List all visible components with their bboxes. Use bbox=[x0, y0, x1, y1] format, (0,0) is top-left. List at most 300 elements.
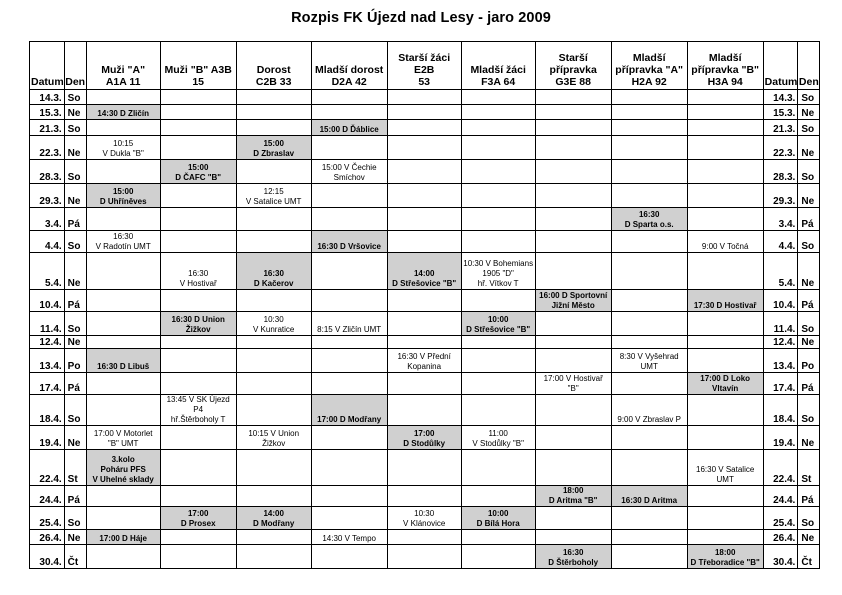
match-cell bbox=[311, 290, 387, 312]
match-cell: 15:00 D Uhříněves bbox=[86, 184, 160, 208]
match-cell bbox=[160, 208, 236, 231]
match-cell bbox=[687, 136, 763, 160]
day-cell-right: So bbox=[798, 231, 820, 253]
table-row bbox=[30, 290, 820, 312]
match-cell bbox=[387, 395, 461, 426]
date-cell: 28.3. bbox=[30, 160, 65, 184]
match-cell bbox=[160, 373, 236, 395]
match-cell: 14:00 D Střešovice "B" bbox=[387, 253, 461, 290]
day-cell: Pá bbox=[64, 290, 86, 312]
match-cell bbox=[535, 120, 611, 136]
match-cell: 16:30 V Satalice UMT bbox=[687, 450, 763, 486]
match-cell bbox=[236, 160, 311, 184]
match-cell: 13:45 V SK Újezd P4 hř.Štěrboholy T bbox=[160, 395, 236, 426]
date-cell: 14.3. bbox=[30, 90, 65, 105]
header-team: Mladší přípravka "B" H3A 94 bbox=[687, 42, 763, 90]
match-cell bbox=[311, 105, 387, 120]
match-cell bbox=[311, 349, 387, 373]
match-cell bbox=[387, 336, 461, 349]
match-cell bbox=[236, 208, 311, 231]
date-cell: 22.4. bbox=[30, 450, 65, 486]
match-cell bbox=[535, 426, 611, 450]
match-cell bbox=[311, 336, 387, 349]
day-cell-right: So bbox=[798, 120, 820, 136]
date-cell: 5.4. bbox=[30, 253, 65, 290]
match-cell bbox=[535, 208, 611, 231]
match-cell: 10:15 V Union Žižkov bbox=[236, 426, 311, 450]
match-cell: 10:00 D Střešovice "B" bbox=[461, 312, 535, 336]
match-cell bbox=[236, 373, 311, 395]
match-cell bbox=[687, 395, 763, 426]
match-cell bbox=[86, 486, 160, 507]
match-cell bbox=[311, 90, 387, 105]
match-cell bbox=[160, 105, 236, 120]
day-cell-right: Ne bbox=[798, 336, 820, 349]
match-cell bbox=[236, 105, 311, 120]
match-cell bbox=[311, 136, 387, 160]
day-cell: So bbox=[64, 312, 86, 336]
match-cell bbox=[160, 450, 236, 486]
match-cell bbox=[535, 231, 611, 253]
day-cell: Ne bbox=[64, 426, 86, 450]
match-cell: 16:30 D Libuš bbox=[86, 349, 160, 373]
match-cell bbox=[535, 395, 611, 426]
match-cell bbox=[535, 336, 611, 349]
date-cell: 12.4. bbox=[30, 336, 65, 349]
match-cell bbox=[687, 160, 763, 184]
match-cell bbox=[236, 450, 311, 486]
match-cell bbox=[687, 105, 763, 120]
match-cell bbox=[86, 208, 160, 231]
date-cell-right: 13.4. bbox=[763, 349, 798, 373]
match-cell: 16:30 V Přední Kopanina bbox=[387, 349, 461, 373]
match-cell bbox=[236, 231, 311, 253]
day-cell-right: So bbox=[798, 160, 820, 184]
date-cell-right: 26.4. bbox=[763, 530, 798, 545]
match-cell bbox=[160, 184, 236, 208]
table-row bbox=[30, 395, 820, 426]
match-cell: 10:15 V Dukla "B" bbox=[86, 136, 160, 160]
date-cell-right: 11.4. bbox=[763, 312, 798, 336]
date-cell: 13.4. bbox=[30, 349, 65, 373]
match-cell bbox=[461, 395, 535, 426]
table-row bbox=[30, 336, 820, 349]
date-cell: 3.4. bbox=[30, 208, 65, 231]
match-cell bbox=[387, 231, 461, 253]
match-cell bbox=[236, 290, 311, 312]
match-cell: 15:00 D ČAFC "B" bbox=[160, 160, 236, 184]
match-cell: 10:00 D Bílá Hora bbox=[461, 507, 535, 530]
date-cell-right: 29.3. bbox=[763, 184, 798, 208]
match-cell bbox=[387, 105, 461, 120]
match-cell bbox=[86, 336, 160, 349]
day-cell-right: Ne bbox=[798, 426, 820, 450]
match-cell: 15:00 D Ďáblice bbox=[311, 120, 387, 136]
match-cell bbox=[461, 105, 535, 120]
header-den-right: Den bbox=[798, 42, 820, 90]
date-cell: 21.3. bbox=[30, 120, 65, 136]
match-cell bbox=[461, 184, 535, 208]
day-cell: St bbox=[64, 450, 86, 486]
table-row bbox=[30, 160, 820, 184]
day-cell-right: St bbox=[798, 450, 820, 486]
table-row bbox=[30, 507, 820, 530]
match-cell bbox=[461, 373, 535, 395]
match-cell bbox=[86, 312, 160, 336]
date-cell-right: 12.4. bbox=[763, 336, 798, 349]
match-cell bbox=[236, 545, 311, 569]
day-cell: Ne bbox=[64, 530, 86, 545]
match-cell bbox=[461, 545, 535, 569]
match-cell bbox=[387, 184, 461, 208]
match-cell: 8:15 V Zličín UMT bbox=[311, 312, 387, 336]
match-cell bbox=[535, 105, 611, 120]
match-cell bbox=[86, 545, 160, 569]
table-row bbox=[30, 105, 820, 120]
match-cell: 10:30 V Kunratice bbox=[236, 312, 311, 336]
match-cell bbox=[160, 120, 236, 136]
day-cell: Ne bbox=[64, 253, 86, 290]
day-cell: Pá bbox=[64, 486, 86, 507]
match-cell bbox=[236, 349, 311, 373]
match-cell bbox=[160, 336, 236, 349]
match-cell: 10:30 V Bohemians 1905 "D" hř. Vítkov T bbox=[461, 253, 535, 290]
day-cell: So bbox=[64, 120, 86, 136]
match-cell bbox=[687, 312, 763, 336]
match-cell bbox=[687, 336, 763, 349]
day-cell-right: Ne bbox=[798, 530, 820, 545]
table-row bbox=[30, 90, 820, 105]
match-cell bbox=[535, 507, 611, 530]
date-cell-right: 17.4. bbox=[763, 373, 798, 395]
match-cell bbox=[387, 450, 461, 486]
date-cell: 30.4. bbox=[30, 545, 65, 569]
match-cell bbox=[611, 90, 687, 105]
date-cell: 10.4. bbox=[30, 290, 65, 312]
match-cell bbox=[311, 545, 387, 569]
match-cell bbox=[535, 253, 611, 290]
match-cell: 18:00 D Třeboradice "B" bbox=[687, 545, 763, 569]
match-cell: 3.kolo Poháru PFS V Uhelné sklady bbox=[86, 450, 160, 486]
table-row bbox=[30, 349, 820, 373]
match-cell bbox=[387, 120, 461, 136]
date-cell: 25.4. bbox=[30, 507, 65, 530]
match-cell bbox=[387, 486, 461, 507]
header-den: Den bbox=[64, 42, 86, 90]
header-row bbox=[30, 42, 820, 90]
table-row bbox=[30, 136, 820, 160]
match-cell bbox=[461, 450, 535, 486]
match-cell bbox=[611, 231, 687, 253]
match-cell: 17:00 V Hostivař "B" bbox=[535, 373, 611, 395]
date-cell: 24.4. bbox=[30, 486, 65, 507]
match-cell bbox=[687, 349, 763, 373]
match-cell bbox=[236, 120, 311, 136]
match-cell bbox=[387, 312, 461, 336]
day-cell: Po bbox=[64, 349, 86, 373]
match-cell: 17:00 D Háje bbox=[86, 530, 160, 545]
match-cell: 17:00 D Modřany bbox=[311, 395, 387, 426]
day-cell-right: Čt bbox=[798, 545, 820, 569]
match-cell bbox=[611, 530, 687, 545]
match-cell bbox=[611, 290, 687, 312]
date-cell: 22.3. bbox=[30, 136, 65, 160]
match-cell bbox=[387, 290, 461, 312]
header-team: Dorost C2B 33 bbox=[236, 42, 311, 90]
match-cell bbox=[387, 373, 461, 395]
match-cell bbox=[611, 184, 687, 208]
match-cell bbox=[160, 349, 236, 373]
match-cell: 16:30 D Vršovice bbox=[311, 231, 387, 253]
match-cell bbox=[687, 90, 763, 105]
match-cell bbox=[611, 373, 687, 395]
day-cell: Pá bbox=[64, 373, 86, 395]
table-row bbox=[30, 545, 820, 569]
table-row bbox=[30, 231, 820, 253]
day-cell: So bbox=[64, 90, 86, 105]
header-datum-right: Datum bbox=[763, 42, 798, 90]
day-cell-right: Pá bbox=[798, 208, 820, 231]
match-cell bbox=[311, 253, 387, 290]
table-row bbox=[30, 208, 820, 231]
day-cell: Ne bbox=[64, 184, 86, 208]
header-team: Starší přípravka G3E 88 bbox=[535, 42, 611, 90]
table-row bbox=[30, 426, 820, 450]
date-cell: 15.3. bbox=[30, 105, 65, 120]
match-cell bbox=[535, 312, 611, 336]
match-cell bbox=[611, 160, 687, 184]
match-cell bbox=[535, 90, 611, 105]
match-cell bbox=[461, 530, 535, 545]
match-cell: 17:00 D Prosex bbox=[160, 507, 236, 530]
match-cell bbox=[611, 545, 687, 569]
match-cell bbox=[461, 486, 535, 507]
match-cell bbox=[461, 90, 535, 105]
match-cell bbox=[461, 290, 535, 312]
match-cell: 17:00 D Loko Vltavín bbox=[687, 373, 763, 395]
match-cell bbox=[387, 545, 461, 569]
day-cell: So bbox=[64, 231, 86, 253]
day-cell-right: Ne bbox=[798, 136, 820, 160]
match-cell: 12:15 V Satalice UMT bbox=[236, 184, 311, 208]
match-cell: 16:30 D Sparta o.s. bbox=[611, 208, 687, 231]
match-cell bbox=[236, 530, 311, 545]
match-cell bbox=[311, 208, 387, 231]
table-row bbox=[30, 120, 820, 136]
match-cell bbox=[236, 336, 311, 349]
match-cell bbox=[461, 231, 535, 253]
match-cell bbox=[387, 136, 461, 160]
day-cell: So bbox=[64, 395, 86, 426]
match-cell: 8:30 V Vyšehrad UMT bbox=[611, 349, 687, 373]
match-cell bbox=[687, 426, 763, 450]
match-cell bbox=[86, 160, 160, 184]
match-cell: 9:00 V Zbraslav P bbox=[611, 395, 687, 426]
match-cell bbox=[311, 184, 387, 208]
date-cell-right: 30.4. bbox=[763, 545, 798, 569]
day-cell: Ne bbox=[64, 136, 86, 160]
schedule-table bbox=[29, 41, 820, 569]
match-cell: 10:30 V Klánovice bbox=[387, 507, 461, 530]
match-cell: 14:30 V Tempo bbox=[311, 530, 387, 545]
match-cell bbox=[611, 336, 687, 349]
match-cell: 18:00 D Aritma "B" bbox=[535, 486, 611, 507]
match-cell: 16:30 D Union Žižkov bbox=[160, 312, 236, 336]
match-cell bbox=[687, 253, 763, 290]
match-cell bbox=[611, 253, 687, 290]
table-row bbox=[30, 530, 820, 545]
match-cell bbox=[160, 90, 236, 105]
match-cell bbox=[535, 136, 611, 160]
date-cell-right: 3.4. bbox=[763, 208, 798, 231]
match-cell bbox=[236, 90, 311, 105]
match-cell bbox=[86, 90, 160, 105]
match-cell bbox=[311, 373, 387, 395]
match-cell bbox=[687, 120, 763, 136]
day-cell-right: So bbox=[798, 395, 820, 426]
date-cell: 11.4. bbox=[30, 312, 65, 336]
header-team: Mladší žáci F3A 64 bbox=[461, 42, 535, 90]
header-team: Mladší přípravka "A" H2A 92 bbox=[611, 42, 687, 90]
match-cell: 15:00 V Čechie Smíchov bbox=[311, 160, 387, 184]
match-cell bbox=[611, 120, 687, 136]
date-cell: 29.3. bbox=[30, 184, 65, 208]
header-team: Mladší dorost D2A 42 bbox=[311, 42, 387, 90]
match-cell bbox=[160, 231, 236, 253]
match-cell bbox=[535, 184, 611, 208]
match-cell bbox=[611, 450, 687, 486]
date-cell: 17.4. bbox=[30, 373, 65, 395]
date-cell-right: 21.3. bbox=[763, 120, 798, 136]
match-cell bbox=[535, 349, 611, 373]
match-cell: 14:30 D Zličín bbox=[86, 105, 160, 120]
match-cell bbox=[611, 507, 687, 530]
match-cell bbox=[387, 90, 461, 105]
match-cell: 15:00 D Zbraslav bbox=[236, 136, 311, 160]
table-row bbox=[30, 253, 820, 290]
day-cell: So bbox=[64, 507, 86, 530]
date-cell: 19.4. bbox=[30, 426, 65, 450]
match-cell bbox=[160, 426, 236, 450]
match-cell bbox=[687, 184, 763, 208]
match-cell bbox=[611, 312, 687, 336]
match-cell bbox=[311, 426, 387, 450]
match-cell bbox=[160, 486, 236, 507]
match-cell bbox=[160, 136, 236, 160]
header-team: Muži "B" A3B 15 bbox=[160, 42, 236, 90]
date-cell-right: 18.4. bbox=[763, 395, 798, 426]
match-cell bbox=[387, 530, 461, 545]
date-cell: 26.4. bbox=[30, 530, 65, 545]
match-cell bbox=[461, 208, 535, 231]
match-cell: 16:30 V Radotín UMT bbox=[86, 231, 160, 253]
match-cell bbox=[461, 336, 535, 349]
match-cell bbox=[461, 136, 535, 160]
match-cell bbox=[236, 486, 311, 507]
match-cell bbox=[687, 486, 763, 507]
match-cell bbox=[535, 450, 611, 486]
match-cell bbox=[86, 507, 160, 530]
match-cell: 16:30 D Kačerov bbox=[236, 253, 311, 290]
match-cell bbox=[387, 208, 461, 231]
match-cell: 16:30 D Štěrboholy bbox=[535, 545, 611, 569]
match-cell bbox=[535, 160, 611, 184]
match-cell bbox=[160, 530, 236, 545]
day-cell: So bbox=[64, 160, 86, 184]
match-cell bbox=[86, 373, 160, 395]
header-team: Muži "A" A1A 11 bbox=[86, 42, 160, 90]
day-cell: Čt bbox=[64, 545, 86, 569]
match-cell: 17:30 D Hostivař bbox=[687, 290, 763, 312]
day-cell-right: Ne bbox=[798, 184, 820, 208]
match-cell bbox=[160, 290, 236, 312]
schedule-body bbox=[30, 90, 820, 569]
day-cell-right: Pá bbox=[798, 373, 820, 395]
date-cell-right: 24.4. bbox=[763, 486, 798, 507]
match-cell bbox=[311, 450, 387, 486]
date-cell: 18.4. bbox=[30, 395, 65, 426]
day-cell-right: So bbox=[798, 312, 820, 336]
match-cell bbox=[687, 507, 763, 530]
match-cell bbox=[687, 530, 763, 545]
day-cell: Ne bbox=[64, 336, 86, 349]
match-cell: 16:30 D Aritma bbox=[611, 486, 687, 507]
match-cell: 17:00 D Stodůlky bbox=[387, 426, 461, 450]
table-row bbox=[30, 312, 820, 336]
day-cell: Ne bbox=[64, 105, 86, 120]
date-cell-right: 22.4. bbox=[763, 450, 798, 486]
day-cell-right: Pá bbox=[798, 290, 820, 312]
match-cell bbox=[311, 486, 387, 507]
header-team: Starší žáci E2B 53 bbox=[387, 42, 461, 90]
match-cell bbox=[86, 290, 160, 312]
table-row bbox=[30, 373, 820, 395]
match-cell: 9:00 V Točná bbox=[687, 231, 763, 253]
day-cell-right: Ne bbox=[798, 253, 820, 290]
date-cell-right: 15.3. bbox=[763, 105, 798, 120]
table-row bbox=[30, 486, 820, 507]
date-cell-right: 28.3. bbox=[763, 160, 798, 184]
match-cell: 17:00 V Motorlet "B" UMT bbox=[86, 426, 160, 450]
match-cell bbox=[86, 120, 160, 136]
date-cell-right: 4.4. bbox=[763, 231, 798, 253]
header-datum: Datum bbox=[30, 42, 65, 90]
match-cell bbox=[461, 349, 535, 373]
day-cell-right: So bbox=[798, 90, 820, 105]
date-cell-right: 19.4. bbox=[763, 426, 798, 450]
match-cell bbox=[86, 253, 160, 290]
match-cell: 11:00 V Stodůlky "B" bbox=[461, 426, 535, 450]
date-cell-right: 22.3. bbox=[763, 136, 798, 160]
table-row bbox=[30, 450, 820, 486]
match-cell bbox=[86, 395, 160, 426]
date-cell-right: 25.4. bbox=[763, 507, 798, 530]
match-cell bbox=[535, 530, 611, 545]
table-row bbox=[30, 184, 820, 208]
match-cell: 14:00 D Modřany bbox=[236, 507, 311, 530]
date-cell-right: 10.4. bbox=[763, 290, 798, 312]
page-title: Rozpis FK Újezd nad Lesy - jaro 2009 bbox=[291, 10, 551, 26]
match-cell bbox=[387, 160, 461, 184]
date-cell-right: 5.4. bbox=[763, 253, 798, 290]
day-cell-right: Po bbox=[798, 349, 820, 373]
match-cell bbox=[611, 136, 687, 160]
match-cell bbox=[236, 395, 311, 426]
match-cell bbox=[461, 160, 535, 184]
date-cell-right: 14.3. bbox=[763, 90, 798, 105]
match-cell bbox=[611, 426, 687, 450]
match-cell bbox=[461, 120, 535, 136]
